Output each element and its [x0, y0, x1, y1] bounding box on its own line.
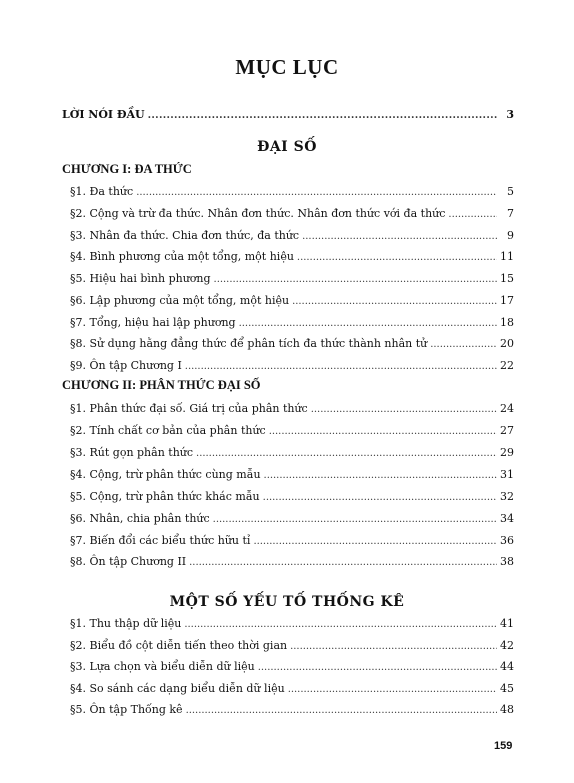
dot-leader [196, 446, 497, 461]
toc-item[interactable] [70, 207, 514, 222]
dot-leader [185, 359, 497, 374]
toc-label: §5. Cộng, trừ phân thức khác mẫu [70, 490, 260, 503]
toc-item[interactable] [70, 446, 514, 461]
dot-leader [258, 660, 497, 675]
toc-label: §5. Ôn tập Thống kê [70, 703, 183, 716]
toc-page: 3 [506, 108, 514, 121]
toc-page: 20 [500, 337, 514, 350]
dot-leader [136, 185, 497, 200]
dot-leader [292, 294, 497, 309]
dot-leader [297, 250, 497, 265]
toc-page: 22 [500, 359, 514, 372]
dot-leader [184, 617, 497, 632]
toc-label: §2. Tính chất cơ bản của phân thức [70, 424, 266, 437]
toc-item[interactable] [70, 424, 514, 439]
dot-leader [430, 337, 497, 352]
dot-leader [288, 682, 497, 697]
dot-leader [302, 229, 497, 244]
toc-page: 48 [500, 703, 514, 716]
toc-page: 15 [500, 272, 514, 285]
toc-item[interactable] [70, 359, 514, 374]
toc-label: §7. Tổng, hiệu hai lập phương [70, 316, 236, 329]
toc-label: LỜI NÓI ĐẦU [62, 108, 145, 121]
toc-item[interactable] [70, 512, 514, 527]
dot-leader [253, 534, 497, 549]
toc-label: §4. Bình phương của một tổng, một hiệu [70, 250, 294, 263]
dot-leader [311, 402, 497, 417]
toc-page: 5 [507, 185, 514, 198]
toc-label: §9. Ôn tập Chương I [70, 359, 182, 372]
toc-item[interactable] [70, 316, 514, 331]
toc-item[interactable] [70, 660, 514, 675]
toc-page: 34 [500, 512, 514, 525]
dot-leader [269, 424, 497, 439]
toc-page: 42 [500, 639, 514, 652]
toc-page: 11 [500, 250, 514, 263]
dot-leader [263, 490, 497, 505]
page-number: 159 [494, 740, 513, 752]
dot-leader [290, 639, 497, 654]
dot-leader [264, 468, 497, 483]
part-title-statistics: MỘT SỐ YẾU TỐ THỐNG KÊ [169, 594, 405, 610]
toc-page: 9 [507, 229, 514, 242]
toc-page: 38 [500, 555, 514, 568]
toc-item[interactable] [70, 402, 514, 417]
toc-item[interactable] [70, 534, 514, 549]
toc-item[interactable] [70, 490, 514, 505]
chapter-title-2: CHƯƠNG II: PHÂN THỨC ĐẠI SỐ [62, 378, 261, 392]
toc-item[interactable] [70, 250, 514, 265]
toc-label: §6. Lập phương của một tổng, một hiệu [70, 294, 290, 307]
toc-label: §5. Hiệu hai bình phương [70, 272, 211, 285]
chapter-title-1: CHƯƠNG I: ĐA THỨC [62, 162, 192, 176]
toc-label: §8. Sử dụng hằng đẳng thức để phân tích đa thức thành nhân tử [70, 337, 428, 350]
toc-label: §1. Thu thập dữ liệu [70, 617, 182, 630]
toc-label: §2. Biểu đồ cột diễn tiến theo thời gian [70, 639, 288, 652]
toc-label: §3. Nhân đa thức. Chia đơn thức, đa thức [70, 229, 300, 242]
dot-leader [214, 272, 497, 287]
toc-page: 7 [507, 207, 514, 220]
toc-label: §3. Lựa chọn và biểu diễn dữ liệu [70, 660, 255, 673]
toc-label: §4. So sánh các dạng biểu diễn dữ liệu [70, 682, 285, 695]
part-title-algebra: ĐẠI SỐ [257, 139, 317, 155]
toc-page: 41 [500, 617, 514, 630]
toc-label: §1. Đa thức [70, 185, 134, 198]
toc-item[interactable] [70, 617, 514, 632]
toc-item[interactable] [70, 703, 514, 718]
dot-leader [148, 108, 497, 123]
toc-page: 36 [500, 534, 514, 547]
dot-leader [189, 555, 497, 570]
toc-item[interactable] [70, 468, 514, 483]
toc-page: 24 [500, 402, 514, 415]
toc-page: 31 [500, 468, 514, 481]
dot-leader [448, 207, 497, 222]
dot-leader [239, 316, 497, 331]
toc-page: 45 [500, 682, 514, 695]
toc-item[interactable] [70, 337, 514, 352]
toc-label: §2. Cộng và trừ đa thức. Nhân đơn thức. Nhân đơn thức với đa thức [70, 207, 446, 220]
toc-page: 29 [500, 446, 514, 459]
toc-item[interactable] [70, 229, 514, 244]
toc-item[interactable] [70, 185, 514, 200]
toc-page: 32 [500, 490, 514, 503]
toc-page: 27 [500, 424, 514, 437]
toc-page: 44 [500, 660, 514, 673]
toc-intro[interactable] [62, 108, 514, 123]
toc-label: §3. Rút gọn phân thức [70, 446, 194, 459]
toc-item[interactable] [70, 272, 514, 287]
toc-page: 17 [500, 294, 514, 307]
toc-label: §4. Cộng, trừ phân thức cùng mẫu [70, 468, 261, 481]
toc-item[interactable] [70, 639, 514, 654]
page-title: MỤC LỤC [235, 55, 339, 79]
toc-label: §7. Biến đổi các biểu thức hữu tỉ [70, 534, 251, 547]
toc-label: §6. Nhân, chia phân thức [70, 512, 210, 525]
toc-item[interactable] [70, 555, 514, 570]
toc-item[interactable] [70, 294, 514, 309]
toc-page: 18 [500, 316, 514, 329]
dot-leader [213, 512, 497, 527]
toc-label: §8. Ôn tập Chương II [70, 555, 187, 568]
toc-item[interactable] [70, 682, 514, 697]
toc-label: §1. Phân thức đại số. Giá trị của phân thức [70, 402, 308, 415]
dot-leader [186, 703, 497, 718]
